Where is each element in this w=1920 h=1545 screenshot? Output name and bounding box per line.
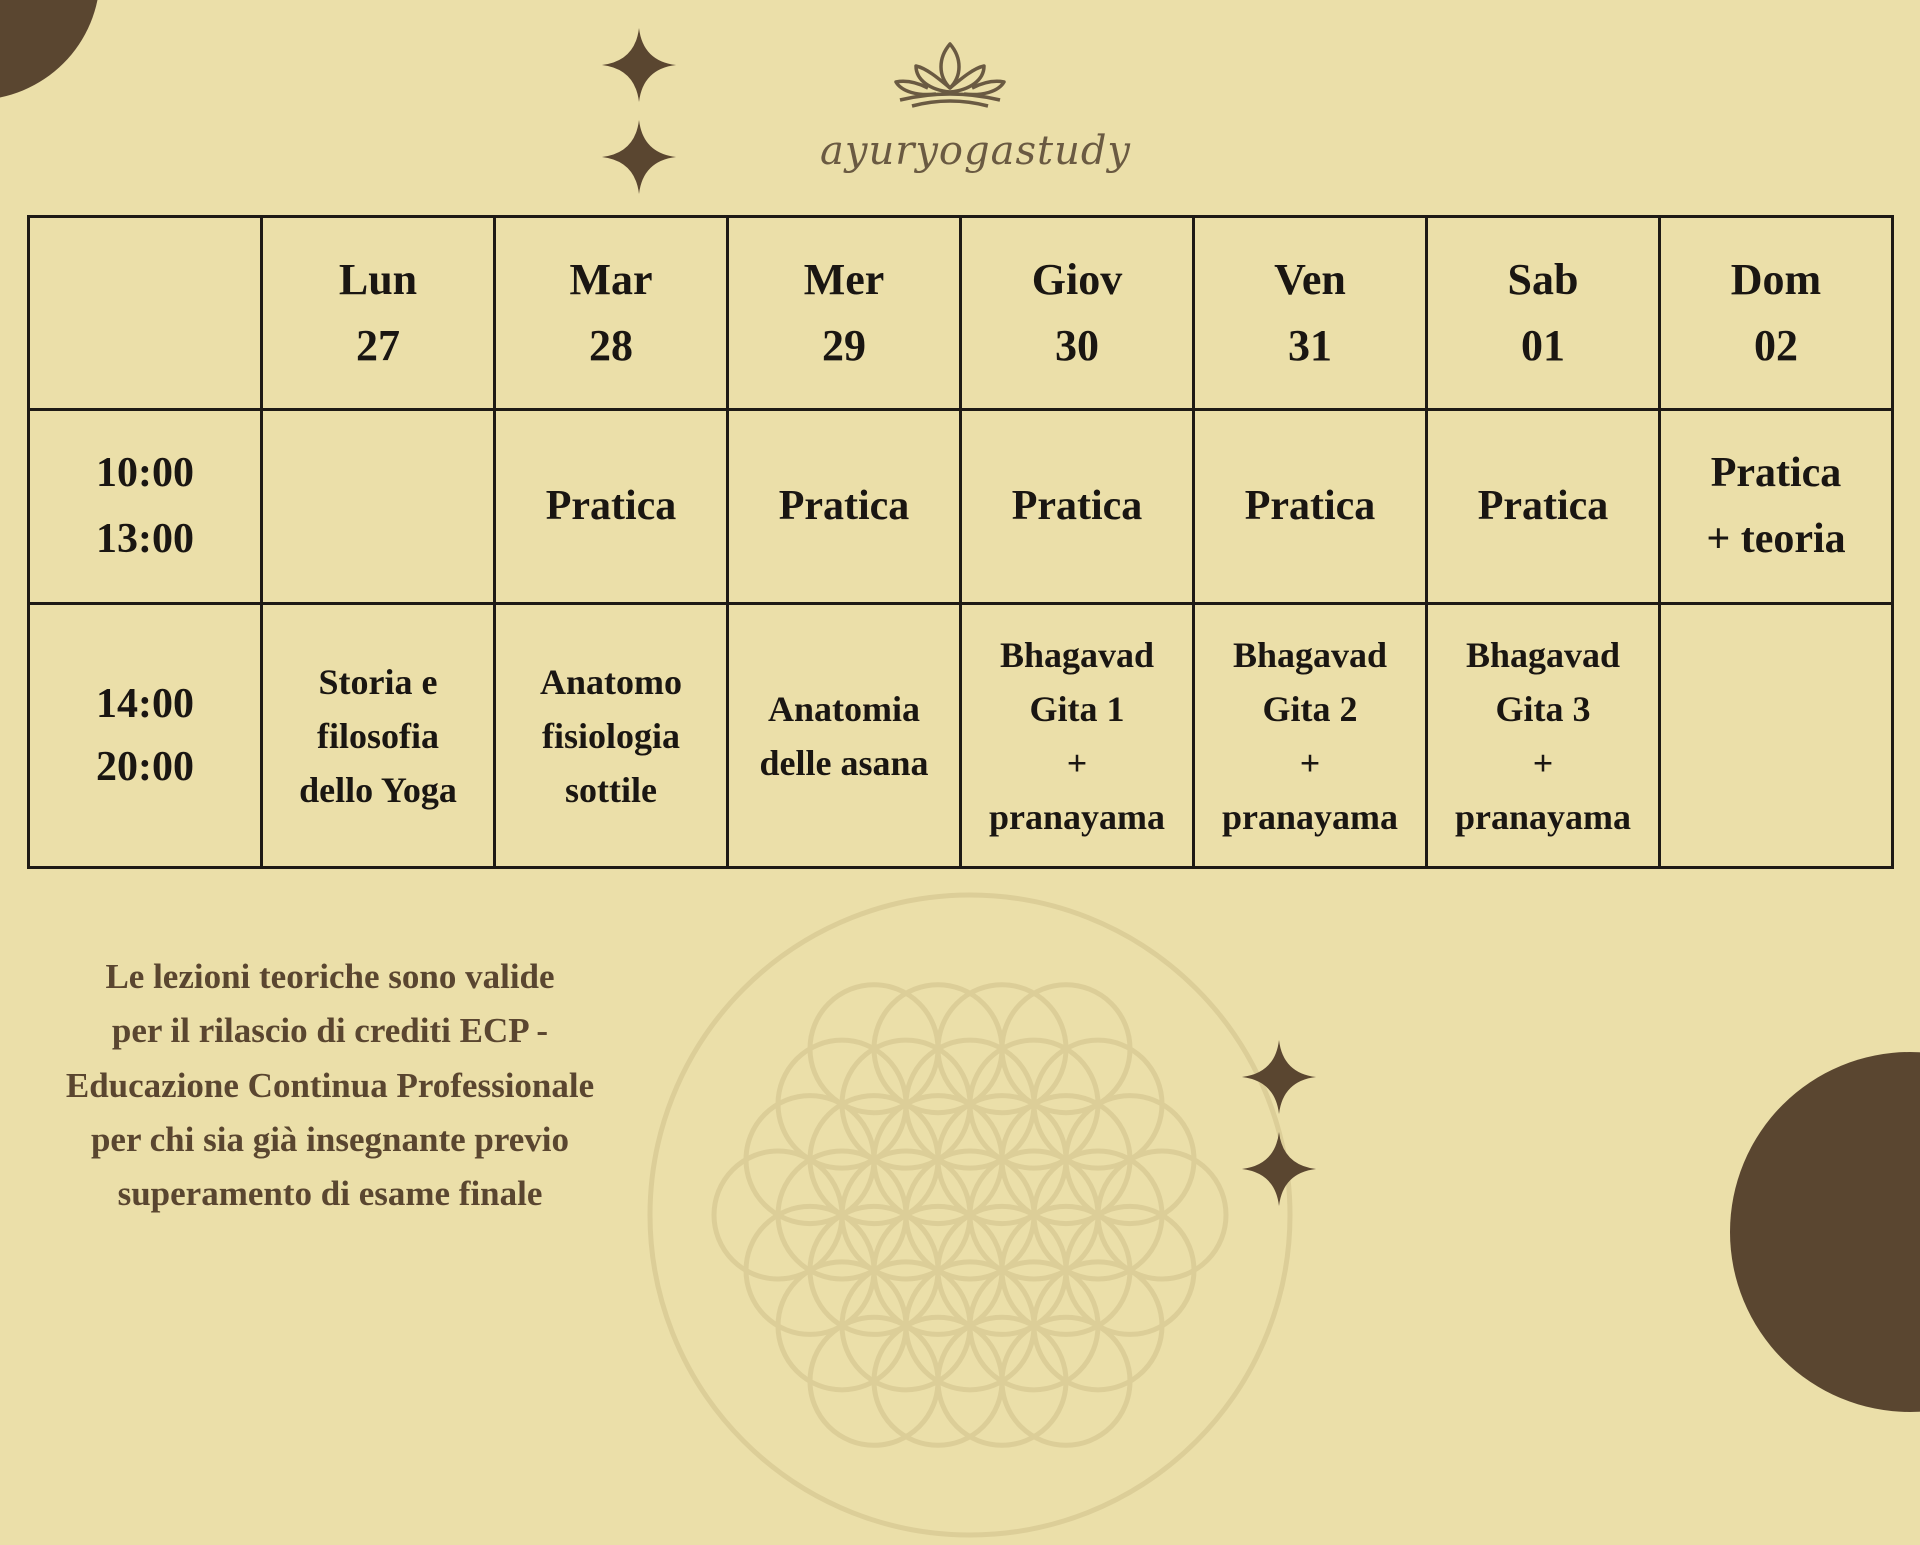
session-text: delle asana [759,742,929,783]
day-name: Sab [1507,255,1579,304]
day-header-cell [262,217,495,410]
session-cell [728,604,961,868]
day-name: Ven [1274,255,1346,304]
lotus-icon [890,36,1010,124]
session-text: Pratica [1710,450,1842,497]
note-line: Educazione Continua Professionale [65,1065,595,1105]
brand-logo [820,36,1132,196]
session-text: Pratica [1244,482,1376,529]
corner-decoration-bottom-right [1730,1052,1920,1412]
day-header-cell [1660,217,1893,410]
note-line: per chi sia già insegnante previo [90,1119,570,1159]
ecp-credits-note [30,950,630,1221]
session-text: pranayama [988,796,1165,837]
sparkle-icon [600,118,678,196]
session-cell [1194,410,1427,604]
time-slot-cell [29,604,262,868]
session-text: sottile [565,769,657,810]
time-slot-cell [29,410,262,604]
schedule-table [27,215,1894,869]
session-text: + [1532,742,1554,783]
day-name: Mer [803,255,885,304]
day-name: Dom [1730,255,1822,304]
day-date: 30 [1055,321,1099,370]
day-header-cell [961,217,1194,410]
corner-decoration-top-left [0,0,100,100]
table-header-row [29,217,1893,410]
session-cell [1660,410,1893,604]
session-text: Gita 1 [1029,688,1125,729]
session-cell [262,604,495,868]
day-date: 29 [822,321,866,370]
session-cell [262,410,495,604]
flower-of-life-pattern [640,885,1300,1545]
afternoon-session-row [29,604,1893,868]
session-text: Bhagavad [999,634,1155,675]
day-header-cell [1427,217,1660,410]
session-text: Pratica [1011,482,1143,529]
day-date: 28 [589,321,633,370]
time-end: 13:00 [96,515,194,562]
session-cell [1427,604,1660,868]
session-text: Gita 3 [1495,688,1591,729]
day-name: Lun [338,255,418,304]
time-end: 20:00 [96,743,194,790]
session-text: Pratica [778,482,910,529]
session-text: Storia e [318,661,438,702]
day-header-cell [1194,217,1427,410]
session-cell [961,410,1194,604]
session-text: Bhagavad [1232,634,1388,675]
note-line: per il rilascio di crediti ECP - [111,1011,549,1051]
session-text: + teoria [1706,515,1846,562]
empty-corner-cell [29,217,262,410]
day-header-cell [728,217,961,410]
session-cell [961,604,1194,868]
note-line: Le lezioni teoriche sono valide [105,957,555,996]
sparkle-icon [600,26,678,104]
session-text: Pratica [1477,482,1609,529]
session-text: fisiologia [541,715,680,756]
session-text: filosofia [317,715,439,756]
time-start: 10:00 [96,450,194,497]
sparkle-icon [1240,1038,1318,1116]
day-date: 27 [356,321,400,370]
day-header-cell [495,217,728,410]
session-cell [1660,604,1893,868]
brand-name: ayuryogastudy [820,128,1132,174]
session-cell [495,604,728,868]
session-text: Anatomo [540,661,682,702]
session-cell [728,410,961,604]
sparkle-icon [1240,1130,1318,1208]
day-name: Mar [569,255,653,304]
session-text: + [1299,742,1321,783]
session-text: pranayama [1454,796,1631,837]
session-text: Pratica [545,482,677,529]
session-cell [1194,604,1427,868]
session-text: pranayama [1221,796,1398,837]
session-text: Anatomia [768,688,920,729]
time-start: 14:00 [96,680,194,727]
note-line: superamento di esame finale [117,1174,543,1213]
session-text: dello Yoga [299,769,457,810]
morning-session-row [29,410,1893,604]
day-date: 31 [1288,321,1332,370]
day-date: 02 [1754,321,1798,370]
session-cell [495,410,728,604]
day-date: 01 [1521,321,1565,370]
session-text: + [1066,742,1088,783]
session-text: Gita 2 [1262,688,1358,729]
day-name: Giov [1031,255,1123,304]
session-cell [1427,410,1660,604]
session-text: Bhagavad [1465,634,1621,675]
